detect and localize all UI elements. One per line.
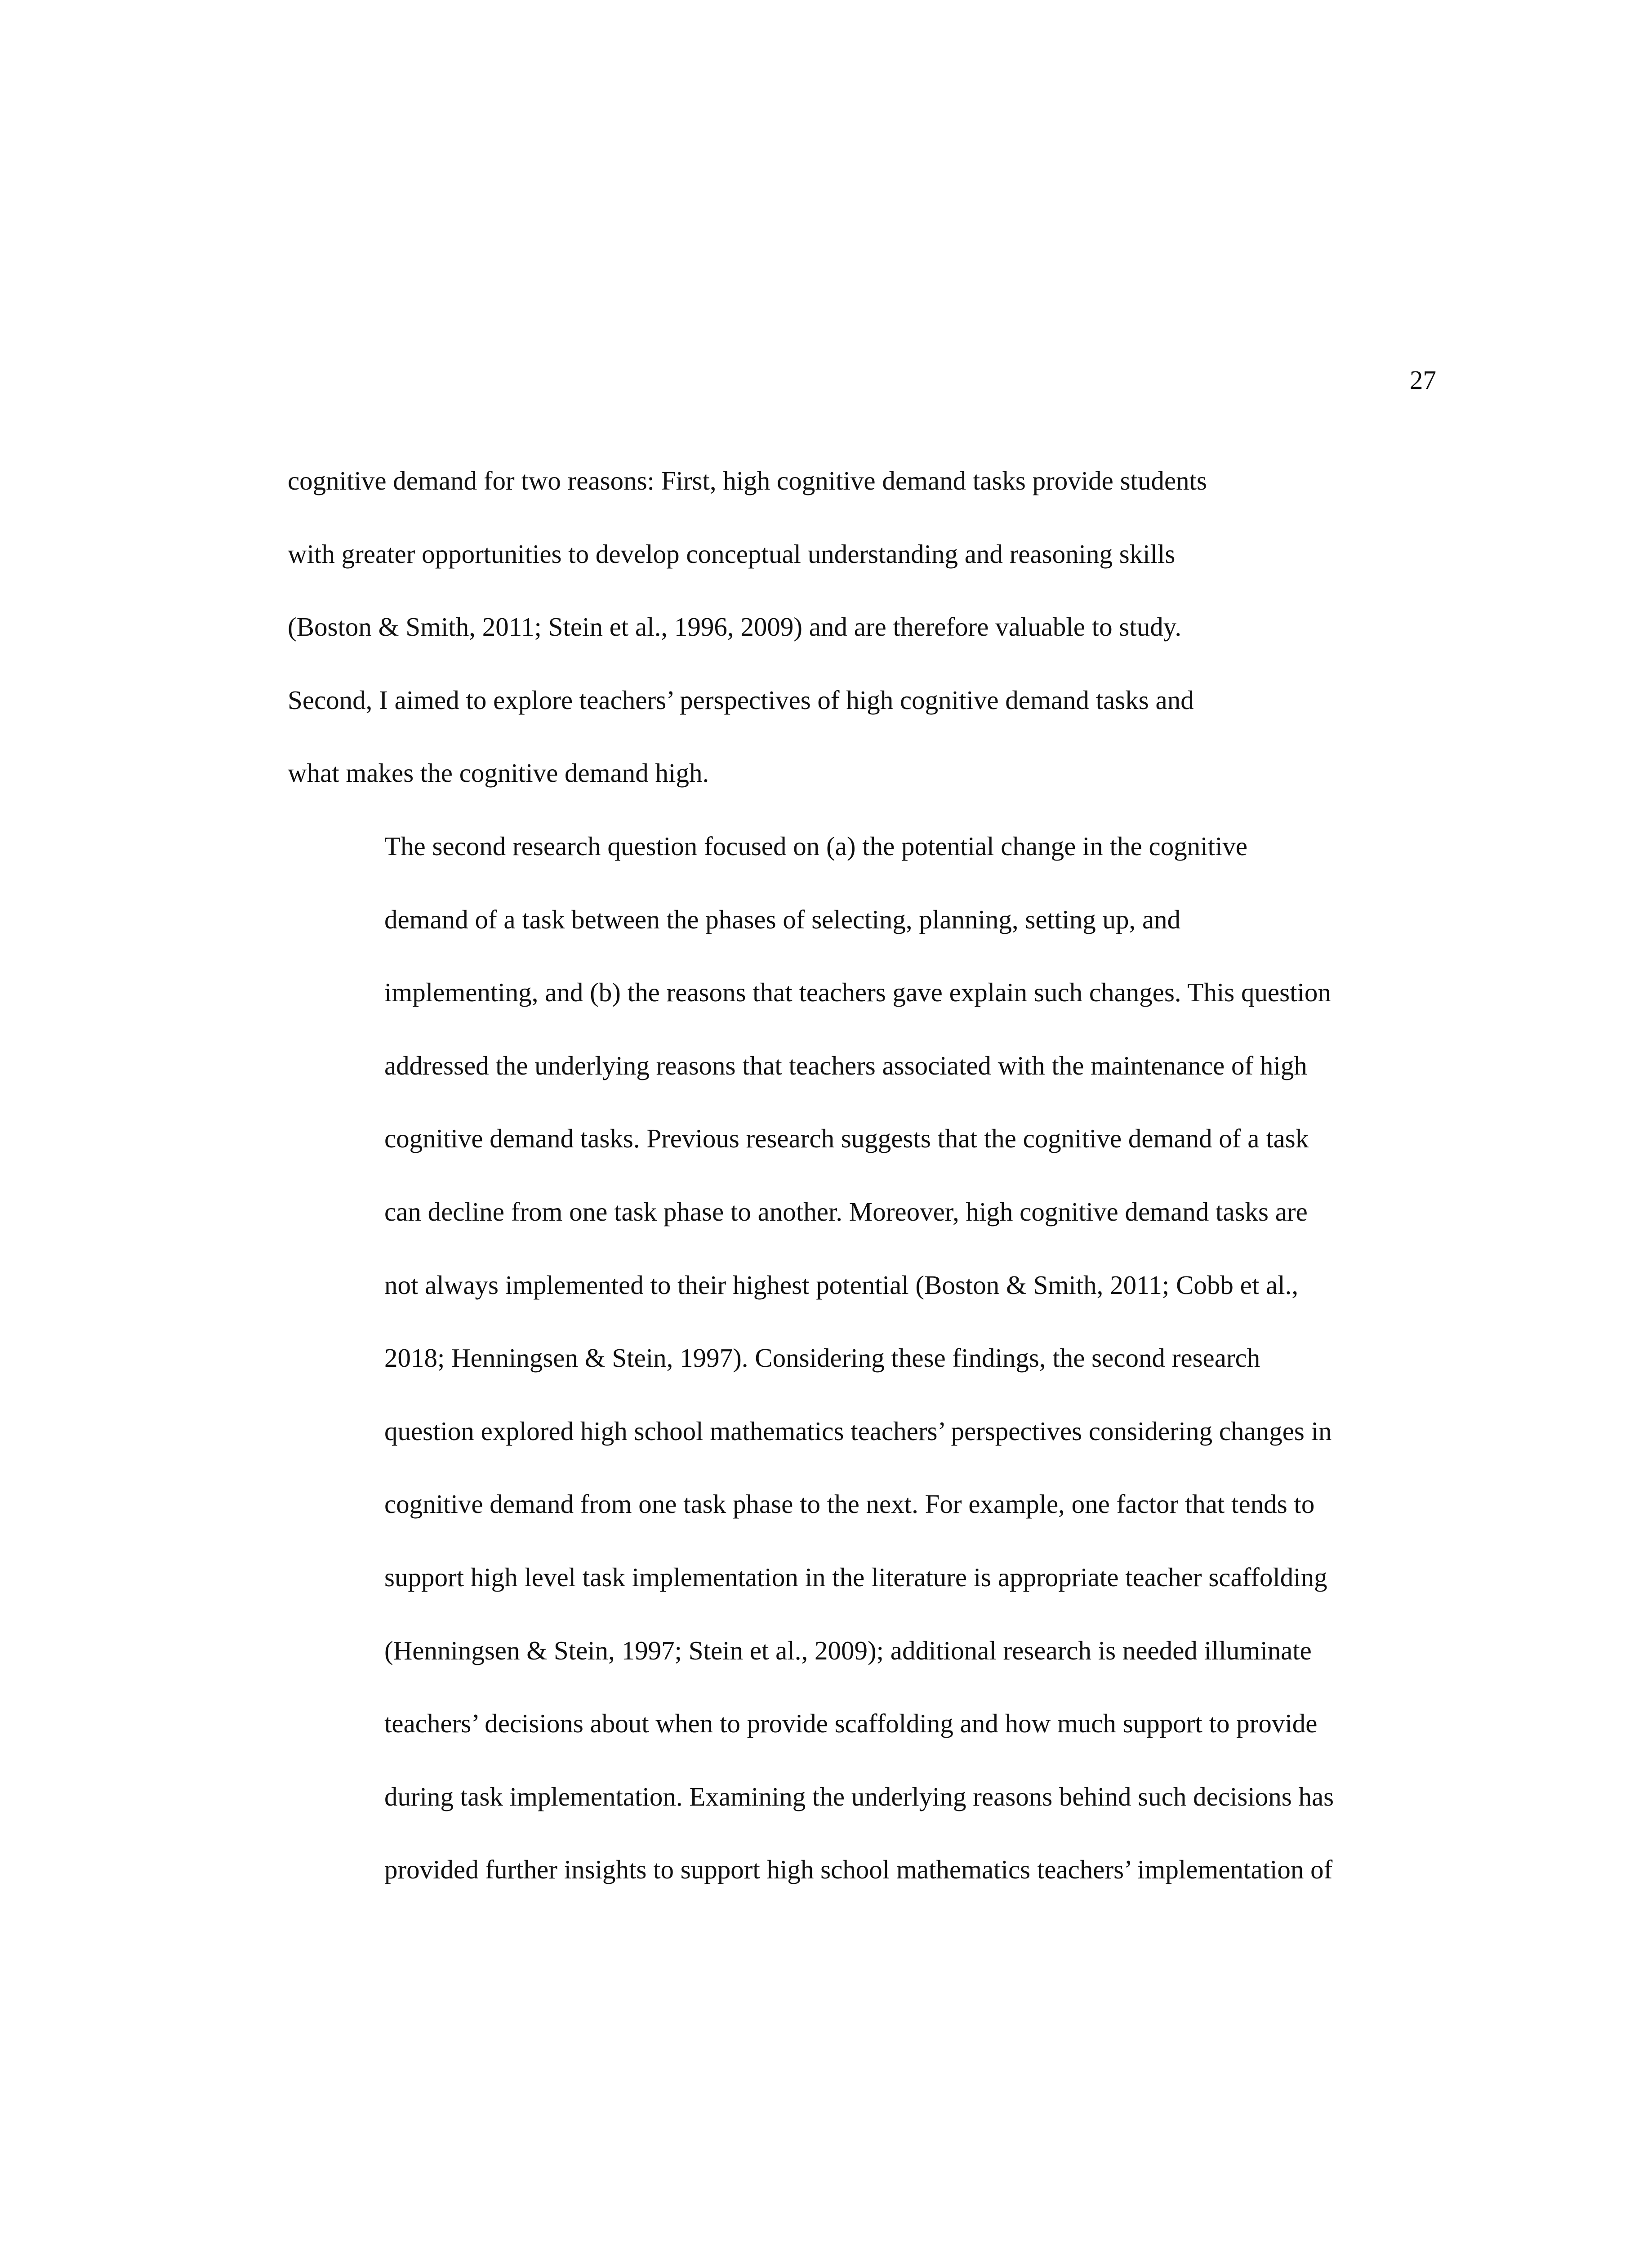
paragraph-line: with greater opportunities to develop conceptual understanding and reasoning skills bbox=[288, 539, 1176, 569]
paragraph-line: implementing, and (b) the reasons that teachers gave explain such changes. This question bbox=[384, 977, 1331, 1008]
paragraph-line: addressed the underlying reasons that teachers associated with the maintenance of high bbox=[384, 1050, 1307, 1080]
page-number: 27 bbox=[1410, 365, 1436, 395]
paragraph-line: demand of a task between the phases of selecting, planning, setting up, and bbox=[384, 904, 1181, 934]
paragraph-line: The second research question focused on (a) the potential change in the cognitive bbox=[384, 831, 1248, 861]
paragraph-line: during task implementation. Examining the underlying reasons behind such decisions has bbox=[384, 1781, 1334, 1811]
paragraph-line: provided further insights to support high school mathematics teachers’ implementation of bbox=[384, 1855, 1333, 1885]
paragraph-line: teachers’ decisions about when to provide scaffolding and how much support to provide bbox=[384, 1708, 1318, 1739]
paragraph-line: cognitive demand tasks. Previous research suggests that the cognitive demand of a task bbox=[384, 1124, 1309, 1154]
paragraph-line: not always implemented to their highest potential (Boston & Smith, 2011; Cobb et al., bbox=[384, 1270, 1299, 1300]
paragraph-line: cognitive demand from one task phase to the next. For example, one factor that tends to bbox=[384, 1489, 1315, 1519]
paragraph-line: support high level task implementation in the literature is appropriate teacher scaffolding bbox=[384, 1562, 1327, 1592]
paragraph-2 bbox=[288, 810, 1438, 1906]
paragraph-line: 2018; Henningsen & Stein, 1997). Considering these findings, the second research bbox=[384, 1343, 1260, 1373]
paragraph-line: can decline from one task phase to another. Moreover, high cognitive demand tasks are bbox=[384, 1196, 1308, 1227]
paragraph-1 bbox=[288, 444, 1438, 810]
paragraph-line: Second, I aimed to explore teachers’ perspectives of high cognitive demand tasks and bbox=[288, 685, 1194, 715]
paragraph-line: cognitive demand for two reasons: First, high cognitive demand tasks provide students bbox=[288, 466, 1207, 495]
paragraph-line: question explored high school mathematics teachers’ perspectives considering changes in bbox=[384, 1416, 1332, 1446]
paragraph-line: (Henningsen & Stein, 1997; Stein et al., 2009); additional research is needed illuminate bbox=[384, 1635, 1312, 1665]
paragraph-line: what makes the cognitive demand high. bbox=[288, 758, 709, 788]
paragraph-line: (Boston & Smith, 2011; Stein et al., 1996, 2009) and are therefore valuable to study. bbox=[288, 612, 1182, 642]
body-text bbox=[288, 444, 1438, 1906]
